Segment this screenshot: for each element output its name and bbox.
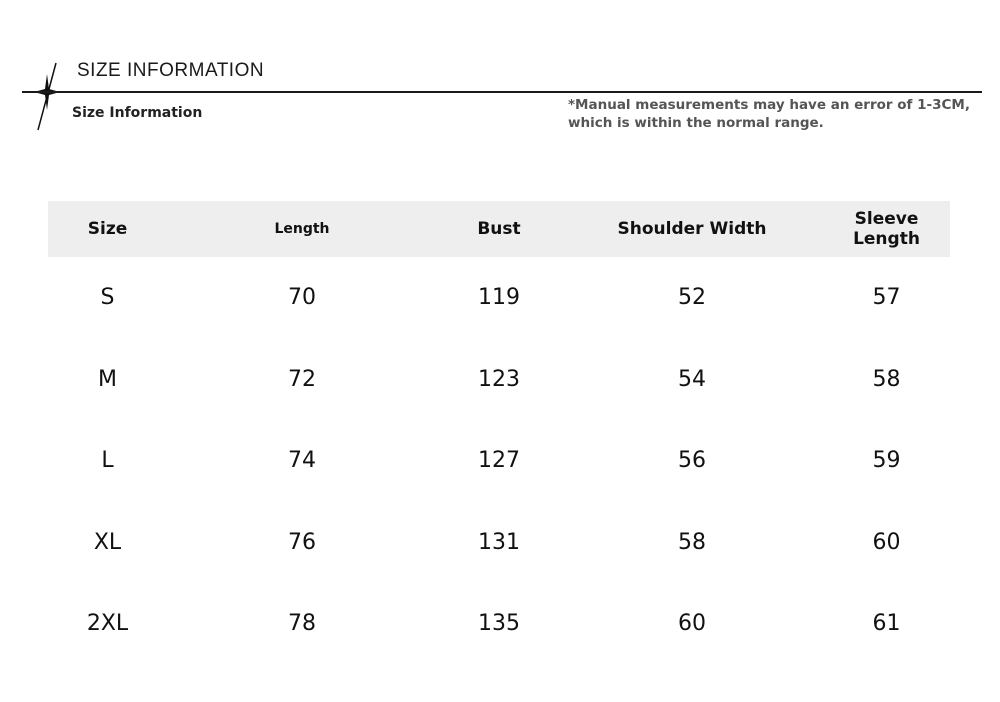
table-header-row (48, 201, 950, 257)
sleeve-length-cell: 58 (872, 366, 901, 392)
length-cell: 74 (288, 448, 316, 474)
page-subtitle: Size Information (72, 105, 203, 121)
header-divider (22, 91, 982, 93)
shoulder-width-cell: 58 (678, 529, 706, 555)
column-header-sleeve-length: Sleeve Length (853, 209, 920, 249)
sleeve-length-cell: 60 (872, 529, 901, 555)
column-header-bust: Bust (477, 219, 521, 239)
column-header-shoulder-width: Shoulder Width (617, 219, 767, 239)
sparkle-star-icon (20, 60, 60, 132)
size-table (48, 201, 950, 665)
table-row (48, 339, 950, 421)
size-cell: L (101, 448, 114, 474)
bust-cell: 123 (478, 366, 520, 392)
bust-cell: 135 (478, 611, 520, 637)
table-row (48, 257, 950, 339)
bust-cell: 131 (478, 529, 520, 555)
bust-cell: 127 (478, 448, 520, 474)
size-cell: XL (93, 529, 122, 555)
length-cell: 78 (288, 611, 316, 637)
table-row (48, 420, 950, 502)
length-cell: 76 (288, 529, 316, 555)
shoulder-width-cell: 54 (678, 366, 706, 392)
size-cell: S (100, 285, 115, 311)
shoulder-width-cell: 52 (678, 285, 706, 311)
page-title: SIZE INFORMATION (77, 60, 265, 81)
length-cell: 70 (288, 285, 316, 311)
bust-cell: 119 (478, 285, 520, 311)
shoulder-width-cell: 56 (678, 448, 706, 474)
sleeve-length-cell: 57 (872, 285, 901, 311)
length-cell: 72 (288, 366, 316, 392)
sleeve-length-cell: 59 (872, 448, 901, 474)
size-cell: 2XL (86, 611, 129, 637)
column-header-size: Size (87, 219, 128, 239)
table-row (48, 583, 950, 665)
size-info-header (0, 0, 1000, 140)
sleeve-length-cell: 61 (872, 611, 901, 637)
shoulder-width-cell: 60 (678, 611, 706, 637)
table-row (48, 502, 950, 584)
measurement-note: *Manual measurements may have an error of 1-3CM, which is within the normal range. (568, 97, 970, 131)
size-cell: M (98, 366, 117, 392)
column-header-length: Length (274, 221, 330, 237)
